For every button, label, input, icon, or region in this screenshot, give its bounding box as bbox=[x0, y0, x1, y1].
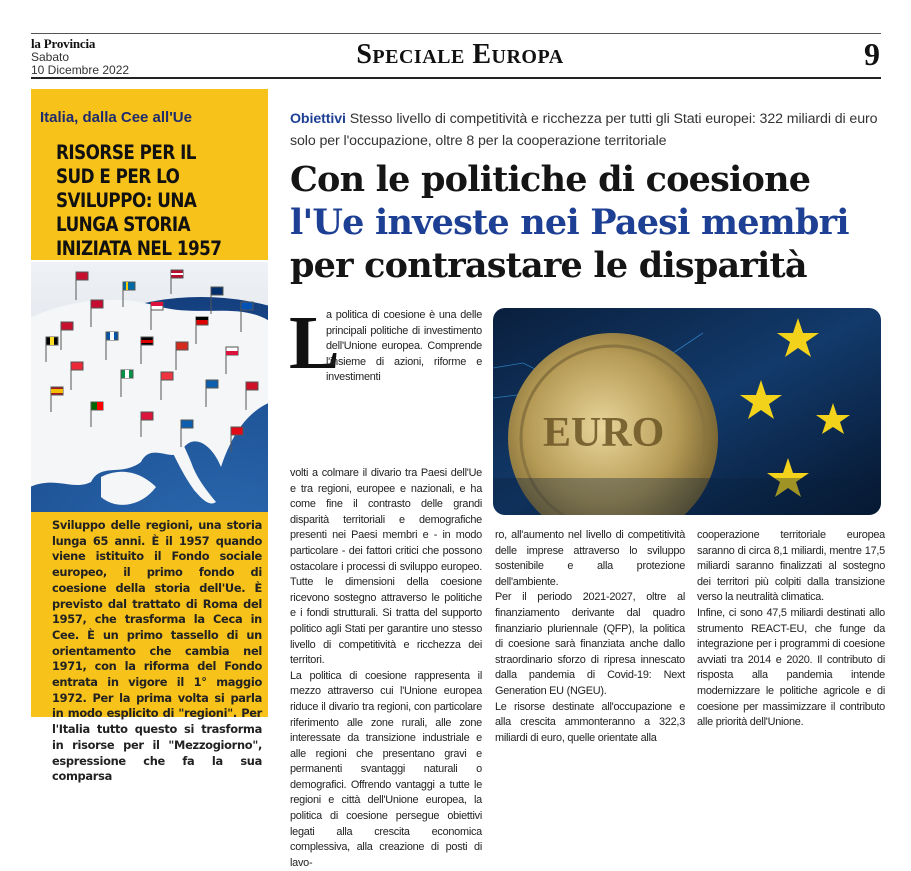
article-column-3 bbox=[697, 528, 885, 731]
article-paragraph: Le risorse destinate all'occupazione e alla crescita ammonteranno a 322,3 miliardi di euro, quelle orientate alla bbox=[495, 700, 685, 744]
sidebar-kicker: Italia, dalla Cee all'Ue bbox=[40, 109, 192, 126]
article-deck bbox=[290, 108, 890, 152]
article-intro-top: a politica di coesione è una delle principali politiche di investimento dell'Unione europea. Comprende l'insieme di azioni, riforme e investimenti bbox=[326, 309, 482, 384]
article-paragraph: La politica di coesione rappresenta il mezzo attraverso cui l'Unione europea riduce il divario tra regioni, con particolare riferimento alle zone rurali, alle zone interessate da transizione industriale e alle regioni che presentano gravi e permanenti svantaggi naturali o demografici. Offrendo vantaggi a tutte le regioni e città dell'Unione europea, la politica di coesione persegue obiettivi legati alla crescita economica complessiva, alla creazione di posti di lavo- bbox=[290, 669, 482, 869]
coin-text: EURO bbox=[543, 410, 665, 456]
headline-line-2: l'Ue investe nei Paesi membri bbox=[290, 202, 849, 243]
deck-text: Stesso livello di competitività e ricchezza per tutti gli Stati europei: 322 miliardi di euro solo per l'occupazione, oltre 8 per la cooperazione territoriale bbox=[290, 111, 878, 149]
euro-coin-photo bbox=[493, 308, 881, 515]
article-headline bbox=[290, 158, 890, 287]
globe-flags-image bbox=[31, 262, 268, 512]
headline-line-1: Con le politiche di coesione bbox=[290, 159, 811, 200]
section-title: Speciale Europa bbox=[356, 39, 564, 70]
article-paragraph: ro, all'aumento nel livello di competitività delle imprese attraverso lo sviluppo sostenibile e alla protezione dell'ambiente. bbox=[495, 529, 685, 588]
euro-photo-illustration bbox=[493, 308, 881, 515]
article-paragraph: cooperazione territoriale europea saranno di circa 8,1 miliardi, mentre 17,5 miliardi saranno finalizzati al sostegno dei territori più colpiti dalla transizione verso la neutralità climatica. bbox=[697, 529, 885, 604]
article-column-1 bbox=[290, 466, 482, 871]
issue-day: Sabato bbox=[31, 50, 70, 64]
drop-cap: L bbox=[289, 301, 340, 385]
article-paragraph: volti a colmare il divario tra Paesi dell'Ue e tra regioni, europee e nazionali, e ha come fine il contrasto delle grandi disparità territoriali e demografiche presenti nei Paesi membri e - in modo particolare - dei fattori critici che possono ostacolare i processi di sviluppo europeo. Tutte le dimensioni della coesione ricevono sostegno attraverso le politiche e i fondi strutturali. Si tratta del supporto politico agli Stati per garantire uno stesso livello di competitività e ricchezza dei territori. bbox=[290, 467, 482, 667]
newspaper-logo: la Provincia bbox=[31, 36, 96, 51]
globe-illustration bbox=[31, 262, 268, 512]
article-column-2 bbox=[495, 528, 685, 746]
header-bottom-rule bbox=[31, 77, 881, 79]
issue-date: 10 Dicembre 2022 bbox=[31, 63, 130, 77]
article-paragraph: Infine, ci sono 47,5 miliardi destinati allo strumento REACT-EU, che funge da integrazione per i programmi di coesione avviati tra 2014 e 2020. Il contributo di risposta alla pandemia intende modernizzare le politiche agricole e di coesione per massimizzare il contributo alle priorità dell'Unione. bbox=[697, 606, 885, 729]
deck-label: Obiettivi bbox=[290, 111, 346, 127]
article-paragraph: Per il periodo 2021-2027, oltre al finanziamento derivante dal quadro finanziario pluriennale (QFP), la politica di coesione sarà finanziata anche dallo straordinario sforzo di ripresa innescato dalla pandemia di Covid-19: Next Generation EU (NGEU). bbox=[495, 591, 685, 697]
page-number: 9 bbox=[864, 36, 880, 72]
masthead bbox=[31, 37, 131, 77]
header-top-rule bbox=[31, 33, 881, 34]
sidebar-body-text: Sviluppo delle regioni, una storia lunga 65 anni. È il 1957 quando viene istituito il Fondo sociale europeo, il primo fondo di coesione della storia dell'Ue. È previsto dal trattato di Roma del 1957, che trasforma la Ceca in Cee. È un primo tassello di un orientamento che cambia nel 1971, con la riforma del Fondo entrata in vigore il 1° maggio 1972. Per la prima volta si parla in modo esplicito di "regioni". Per l'Italia tutto questo si trasforma in risorse per il "Mezzogiorno", espressione che fa la sua comparsa bbox=[52, 518, 262, 784]
sidebar-title: RISORSE PER IL SUD E PER LO SVILUPPO: UNA LUNGA STORIA INIZIATA NEL 1957 bbox=[56, 141, 222, 260]
headline-line-3: per contrastare le disparità bbox=[290, 245, 807, 286]
